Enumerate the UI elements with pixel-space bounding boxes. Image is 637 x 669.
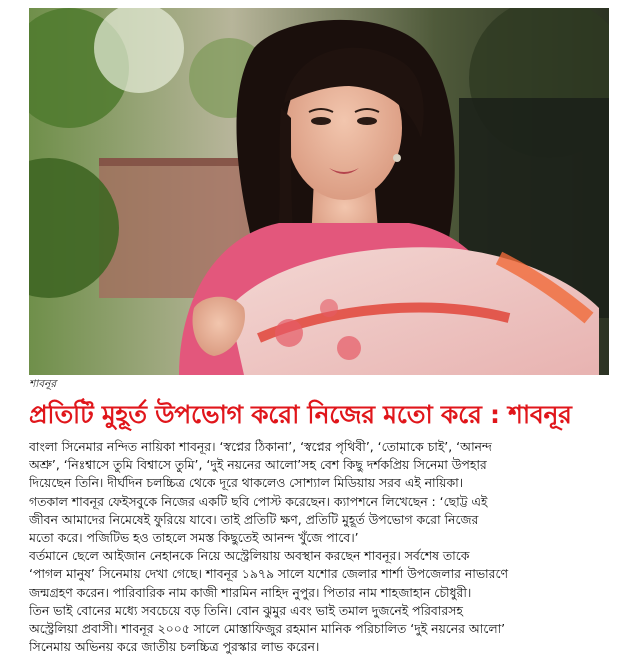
headline: প্রতিটি মুহূর্ত উপভোগ করো নিজের মতো করে : শাবনূর — [29, 400, 572, 429]
body-line: বর্তমানে ছেলে আইজান নেহানকে নিয়ে অস্ট্রেলিয়ায় অবস্থান করছেন শাবনূর। সর্বশেষ তাকে — [29, 548, 470, 564]
body-line: সিনেমায় অভিনয় করে জাতীয় চলচ্চিত্র পুরস্কার লাভ করেন। — [29, 639, 320, 655]
portrait-illustration — [29, 8, 609, 375]
article-body — [29, 438, 609, 656]
body-line: জন্মগ্রহণ করেন। পারিবারিক নাম কাজী শারমিন নাহিদ নুপুর। পিতার নাম শাহজাহান চৌধুরী। — [29, 584, 472, 600]
body-line: জীবন আমাদের নিমেষেই ফুরিয়ে যাবে। তাই প্রতিটি ক্ষণ, প্রতিটি মুহূর্ত উপভোগ করো নিজের — [29, 511, 479, 527]
body-line: গতকাল শাবনূর ফেইসবুকে নিজের একটি ছবি পোস্ট করেছেন। ক্যাপশনে লিখেছেন : ‘ছোট্ট এই — [29, 493, 488, 509]
body-line: বাংলা সিনেমার নন্দিত নায়িকা শাবনূর। ‘স্বপ্নের ঠিকানা’, ‘স্বপ্নের পৃথিবী’, ‘তোমাকে চাই’, ‘আনন্দ — [29, 439, 492, 454]
body-line: ‘পাগল মানুষ’ সিনেমায় দেখা গেছে। শাবনূর ১৯৭৯ সালে যশোর জেলার শার্শা উপজেলার নাভারণে — [29, 566, 508, 582]
photo-caption: শাবনূর — [29, 378, 57, 390]
body-line: তিন ভাই বোনের মধ্যে সবচেয়ে বড় তিনি। বোন ঝুমুর এবং ভাই তমাল দুজনেই পরিবারসহ — [29, 602, 463, 618]
body-line: দিয়েছেন তিনি। দীর্ঘদিন চলচ্চিত্র থেকে দূরে থাকলেও সোশ্যাল মিডিয়ায় সরব এই নায়িকা। — [29, 475, 464, 491]
body-line: অশ্রু’, ‘নিঃশ্বাসে তুমি বিশ্বাসে তুমি’, ‘দুই নয়নের আলো’সহ বেশ কিছু দর্শকপ্রিয় সিনেমা উপহার — [29, 457, 487, 473]
body-line: মতো করে। পজিটিভ হও তাহলে সমস্ত কিছুতেই আনন্দ খুঁজে পাবে।’ — [29, 530, 359, 546]
article-photo — [29, 8, 609, 375]
body-line: অস্ট্রেলিয়া প্রবাসী। শাবনূর ২০০৫ সালে মোস্তাফিজুর রহমান মানিক পরিচালিত ‘দুই নয়নের আলো’ — [29, 621, 506, 637]
